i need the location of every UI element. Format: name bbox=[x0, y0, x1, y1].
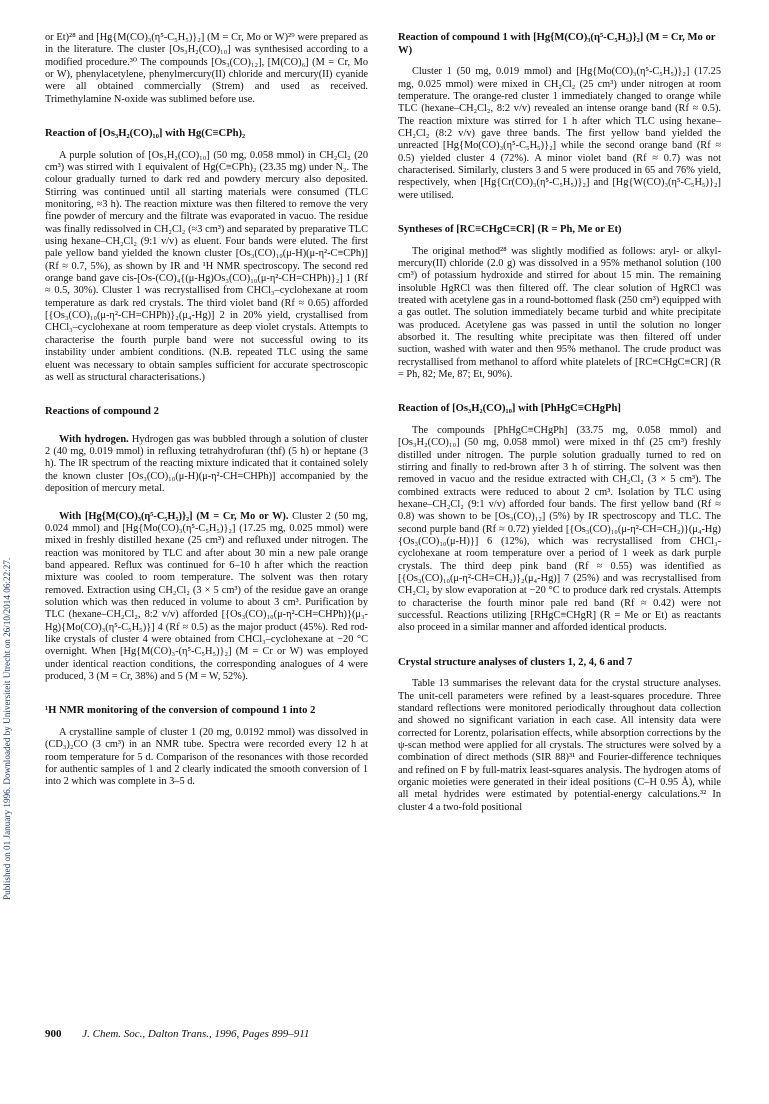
left-column bbox=[45, 32, 368, 789]
intro-paragraph: or Et)²⁸ and [Hg{M(CO)₃(η⁵-C₅H₅)}₂] (M = Cr, Mo or W)²⁹ were prepared as in the literature. The cluster [Os₃H₂(CO)₁₀] was synthesised according to a modified procedure.³⁰ The compounds [Os₃(CO)₁₂], [M(CO)₆] (M = Cr, Mo or W), phenylacetylene, phenylmercury(II) chloride and mercury(II) cyanide were all obtained commercially (Strem) and used as received. Trimethylamine N-oxide was sublimed before use. bbox=[45, 32, 368, 105]
paragraph-body: Cluster 2 (50 mg, 0.024 mmol) and [Hg{Mo(CO)₃(η⁵-C₅H₅)}₂] (17.25 mg, 0.025 mmol) were mixed in freshly distilled hexane (25 cm³) and refluxed under nitrogen. The reaction was monitored by TLC and after about 30 min a new pale orange band appeared. Reflux was continued for 6–10 h after which the reaction mixture was cooled to room temperature. The solvent was then rotary removed. Extraction using CH₂Cl₂ (3 × 5 cm³) of the residue gave an orange solution which was then reduced in volume to about 3 cm³. Purification by TLC (hexane–CH₂Cl₂, 8:2 v/v) afforded [{Os₃(CO)₁₀(μ-η²-CH=CHPh)}(μ₃-Hg){Mo(CO)₃(η⁵-C₅H₅)}] 4 (Rf ≈ 0.5) as the major product (45%). Red rod-like crystals of cluster 4 were obtained from CHCl₃–cyclohexane at −20 °C overnight. When [Hg{M(CO)₃-(η⁵-C₅H₅)}₂] (M = Cr or W) was employed under identical reaction conditions, the corresponding analogues of 4 were produced, 3 (M = Cr, 38%) and 5 (M = W, 52%). bbox=[45, 510, 368, 682]
section-heading-compound-1-hg: Reaction of compound 1 with [Hg{M(CO)₃(η⁵-C₅H₅)}₂] (M = Cr, Mo or W) bbox=[398, 32, 716, 56]
paragraph-syntheses: The original method²⁸ was slightly modified as follows: aryl- or alkyl-mercury(II) chloride (2.0 g) was dissolved in a 95% methanol solution (100 cm³) of potassium hydroxide and stirred for about 15 min. The remaining insoluble HgRCl was then filtered off. The clear solution of HgRCl was treated with acetylene gas in a round-bottomed flask (250 cm³) equipped with a gas outlet. The solution immediately became turbid and white precipitate was produced. Acetylene gas was passed in until the solution no longer absorbed it. The resulting white precipitate was then filtered off under suction, washed with water and then 95% methanol. The crude product was recrystallised from methanol to afford white platelets of [RC≡CHgC≡CR] (R = Ph, 82; Me, 87; Et, 90%). bbox=[398, 245, 721, 380]
paragraph-with-hydrogen bbox=[45, 434, 368, 496]
paragraph-crystal-structure: Table 13 summarises the relevant data for the crystal structure analyses. The unit-cell parameters were refined by a least-squares procedure. Three standard reflections were monitored periodically throughout data collection and showed no significant variation in each case. All intensity data were corrected for Lorentz, polarisation effects, while absorption corrections by the ψ-scan method were applied for all crystals. The structures were solved by a combination of direct methods (SIR 88)³¹ and Fourier-difference techniques and refined on F by full-matrix least-squares analysis. The hydrogen atoms of organic moieties were generated in their ideal positions (C–H 0.95 Å), while all metal hydrides were estimated by potential-energy calculations.³² In cluster 4 a two-fold positional bbox=[398, 678, 721, 813]
journal-citation: J. Chem. Soc., Dalton Trans., 1996, Pages 899–911 bbox=[82, 1028, 310, 1040]
paragraph-nmr-monitoring: A crystalline sample of cluster 1 (20 mg, 0.0192 mmol) was dissolved in (CD₃)₂CO (3 cm³) in an NMR tube. Spectra were recorded every 12 h at room temperature for 5 d. Comparison of the resonances with those recorded for authentic samples of 1 and 2 clearly indicated the smooth conversion of 1 into 2 which was complete in 3–5 d. bbox=[45, 726, 368, 788]
section-heading-syntheses: Syntheses of [RC≡CHgC≡CR] (R = Ph, Me or Et) bbox=[398, 223, 622, 235]
paragraph-os3h2-hgccph: A purple solution of [Os₃H₂(CO)₁₀] (50 mg, 0.058 mmol) in CH₂Cl₂ (20 cm³) was stirred with 1 equivalent of Hg(C≡CPh)₂ (23.35 mg) under N₂. The colour gradually turned to dark red and powdery mercury also deposited. Stirring was continued until all starting materials were consumed (TLC monitoring, ≈3 h). The reaction mixture was then filtered to remove the very fine powder of mercury and the filtrate was evaporated in vacuo. The residue was finally redissolved in CH₂Cl₂ (≈3 cm³) and separated by preparative TLC using hexane–CH₂Cl₂ (9:1 v/v) as eluent. Four bands were eluted. The first pale yellow band yielded the known cluster [Os₃(CO)₁₀(μ-H)(μ-η²-C≡CPh)] (Rf ≈ 0.7, 5%), as shown by IR and ¹H NMR spectroscopy. The second red orange band gave cis-[Os-(CO)₄{(μ-Hg)Os₃(CO)₁₀(μ-η²-CH=CHPh)}₂] 1 (Rf ≈ 0.5, 30%). Cluster 1 was recrystallised from CHCl₃–cyclohexane at room temperature as dark red crystals. The third violet band (Rf ≈ 0.65) afforded [{Os₃(CO)₁₀(μ-η²-CH=CHPh)}₂(μ₄-Hg)] 2 in 20% yield, crystallised from CHCl₃–cyclohexane at room temperature as deep violet crystals. Attempts to characterise the fourth purple band were not successful owing to its instability under ambient conditions. (N.B. repeated TLC using the same eluent was necessary to obtain samples sufficient for accurate spectroscopic as well as structural characterisations.) bbox=[45, 149, 368, 383]
section-heading-os3h2-phhg: Reaction of [Os₃H₂(CO)₁₀] with [PhHgC≡CHgPh] bbox=[398, 403, 621, 415]
paragraph-with-hg-complex bbox=[45, 511, 368, 684]
section-heading-os3h2-hgccph: Reaction of [Os₃H₂(CO)₁₀] with Hg(C≡CPh)₂ bbox=[45, 128, 246, 140]
download-notice: Published on 01 January 1996. Downloaded by Universiteit Utrecht on 26/10/2014 06:22:27. bbox=[2, 557, 12, 900]
run-in-heading-hydrogen: With hydrogen. bbox=[59, 433, 129, 445]
section-heading-crystal-structure: Crystal structure analyses of clusters 1, 2, 4, 6 and 7 bbox=[398, 656, 633, 668]
paragraph-compound-1-hg: Cluster 1 (50 mg, 0.019 mmol) and [Hg{Mo(CO)₃(η⁵-C₅H₅)}₂] (17.25 mg, 0.025 mmol) were mixed in CH₂Cl₂ (25 cm³) under nitrogen at room temperature. The orange-red cluster 1 immediately changed to orange while TLC (hexane–CH₂Cl₂, 8:2 v/v) revealed an intense orange band (Rf ≈ 0.5). The reaction mixture was stirred for 1 h after which TLC using hexane–CH₂Cl₂ (8:2 v/v) gave three bands. The first yellow band yielded the unreacted [Hg{Mo(CO)₃(η⁵-C₅H₅)}₂] while the second orange band (Rf ≈ 0.5) yielded cluster 4 (72%). A minor violet band (Rf ≈ 0.7) was not characterised. Similarly, clusters 3 and 5 were produced in 65 and 76% yield, respectively, when [Hg{Cr(CO)₃(η⁵-C₅H₅)}₂] and [Hg{W(CO)₃(η⁵-C₅H₅)}₂] were utilised. bbox=[398, 66, 721, 201]
paragraph-os3h2-phhg: The compounds [PhHgC≡CHgPh] (33.75 mg, 0.058 mmol) and [Os₃H₂(CO)₁₀] (50 mg, 0.058 mmol) were mixed in thf (25 cm³) freshly distilled under nitrogen. The purple solution gradually turned to red on stirring and finally to red-brown after 3 h of stirring. The solvent was then removed in vacuo and the residue extracted with CH₂Cl₂ (3 × 5 cm³). The combined extracts were reduced to about 2 cm³. Isolation by TLC using hexane–CH₂Cl₂ (9:1 v/v) afforded four bands. The first yellow band (Rf ≈ 0.8) was shown to be [Os₃(CO)₁₂] (5%) by IR spectroscopy and TLC. The second purple band (Rf ≈ 0.72) yielded [{Os₃(CO)₁₀(μ-η²-CH=CH₂)}(μ₄-Hg){Os₃(CO)₁₀(μ-H)}] 6 (12%), which was recrystallised from CHCl₃-cyclohexane at room temperature over a period of 1 week as dark purple crystals. The third deep pink band (Rf ≈ 0.55) was identified as [{Os₃(CO)₁₀(μ-η²-CH=CH₂)}₂(μ₄-Hg)] 7 (25%) and was recrystallised from CH₂Cl₂ by slow evaporation at −20 °C to produce dark red crystals. Attempts to characterise the fourth minor pale red band (Rf ≈ 0.42) were not successful. Reactions utilizing [RHgC≡CHgR] (R = Me or Et) as reactants also proceed in a similar manner and afforded identical products. bbox=[398, 424, 721, 634]
run-in-heading-hg-complex: With [Hg{M(CO)₃(η⁵-C₅H₅)}₂] (M = Cr, Mo or W). bbox=[59, 510, 289, 522]
page-number: 900 bbox=[45, 1028, 62, 1040]
section-heading-nmr-monitoring: ¹H NMR monitoring of the conversion of compound 1 into 2 bbox=[45, 705, 316, 717]
right-column bbox=[398, 32, 721, 814]
page-footer bbox=[45, 1028, 725, 1040]
paragraph-body: Hydrogen gas was bubbled through a solution of cluster 2 (40 mg, 0.019 mmol) in refluxing tetrahydrofuran (thf) (5 h) or heptane (3 h). The IR spectrum of the reacting mixture indicated that it contained solely the known cluster [Os₃(CO)₁₀(μ-H)(μ-η²-CH=CHPh)] accompanied by the deposition of mercury metal. bbox=[45, 433, 368, 495]
section-heading-reactions-compound-2: Reactions of compound 2 bbox=[45, 406, 159, 418]
